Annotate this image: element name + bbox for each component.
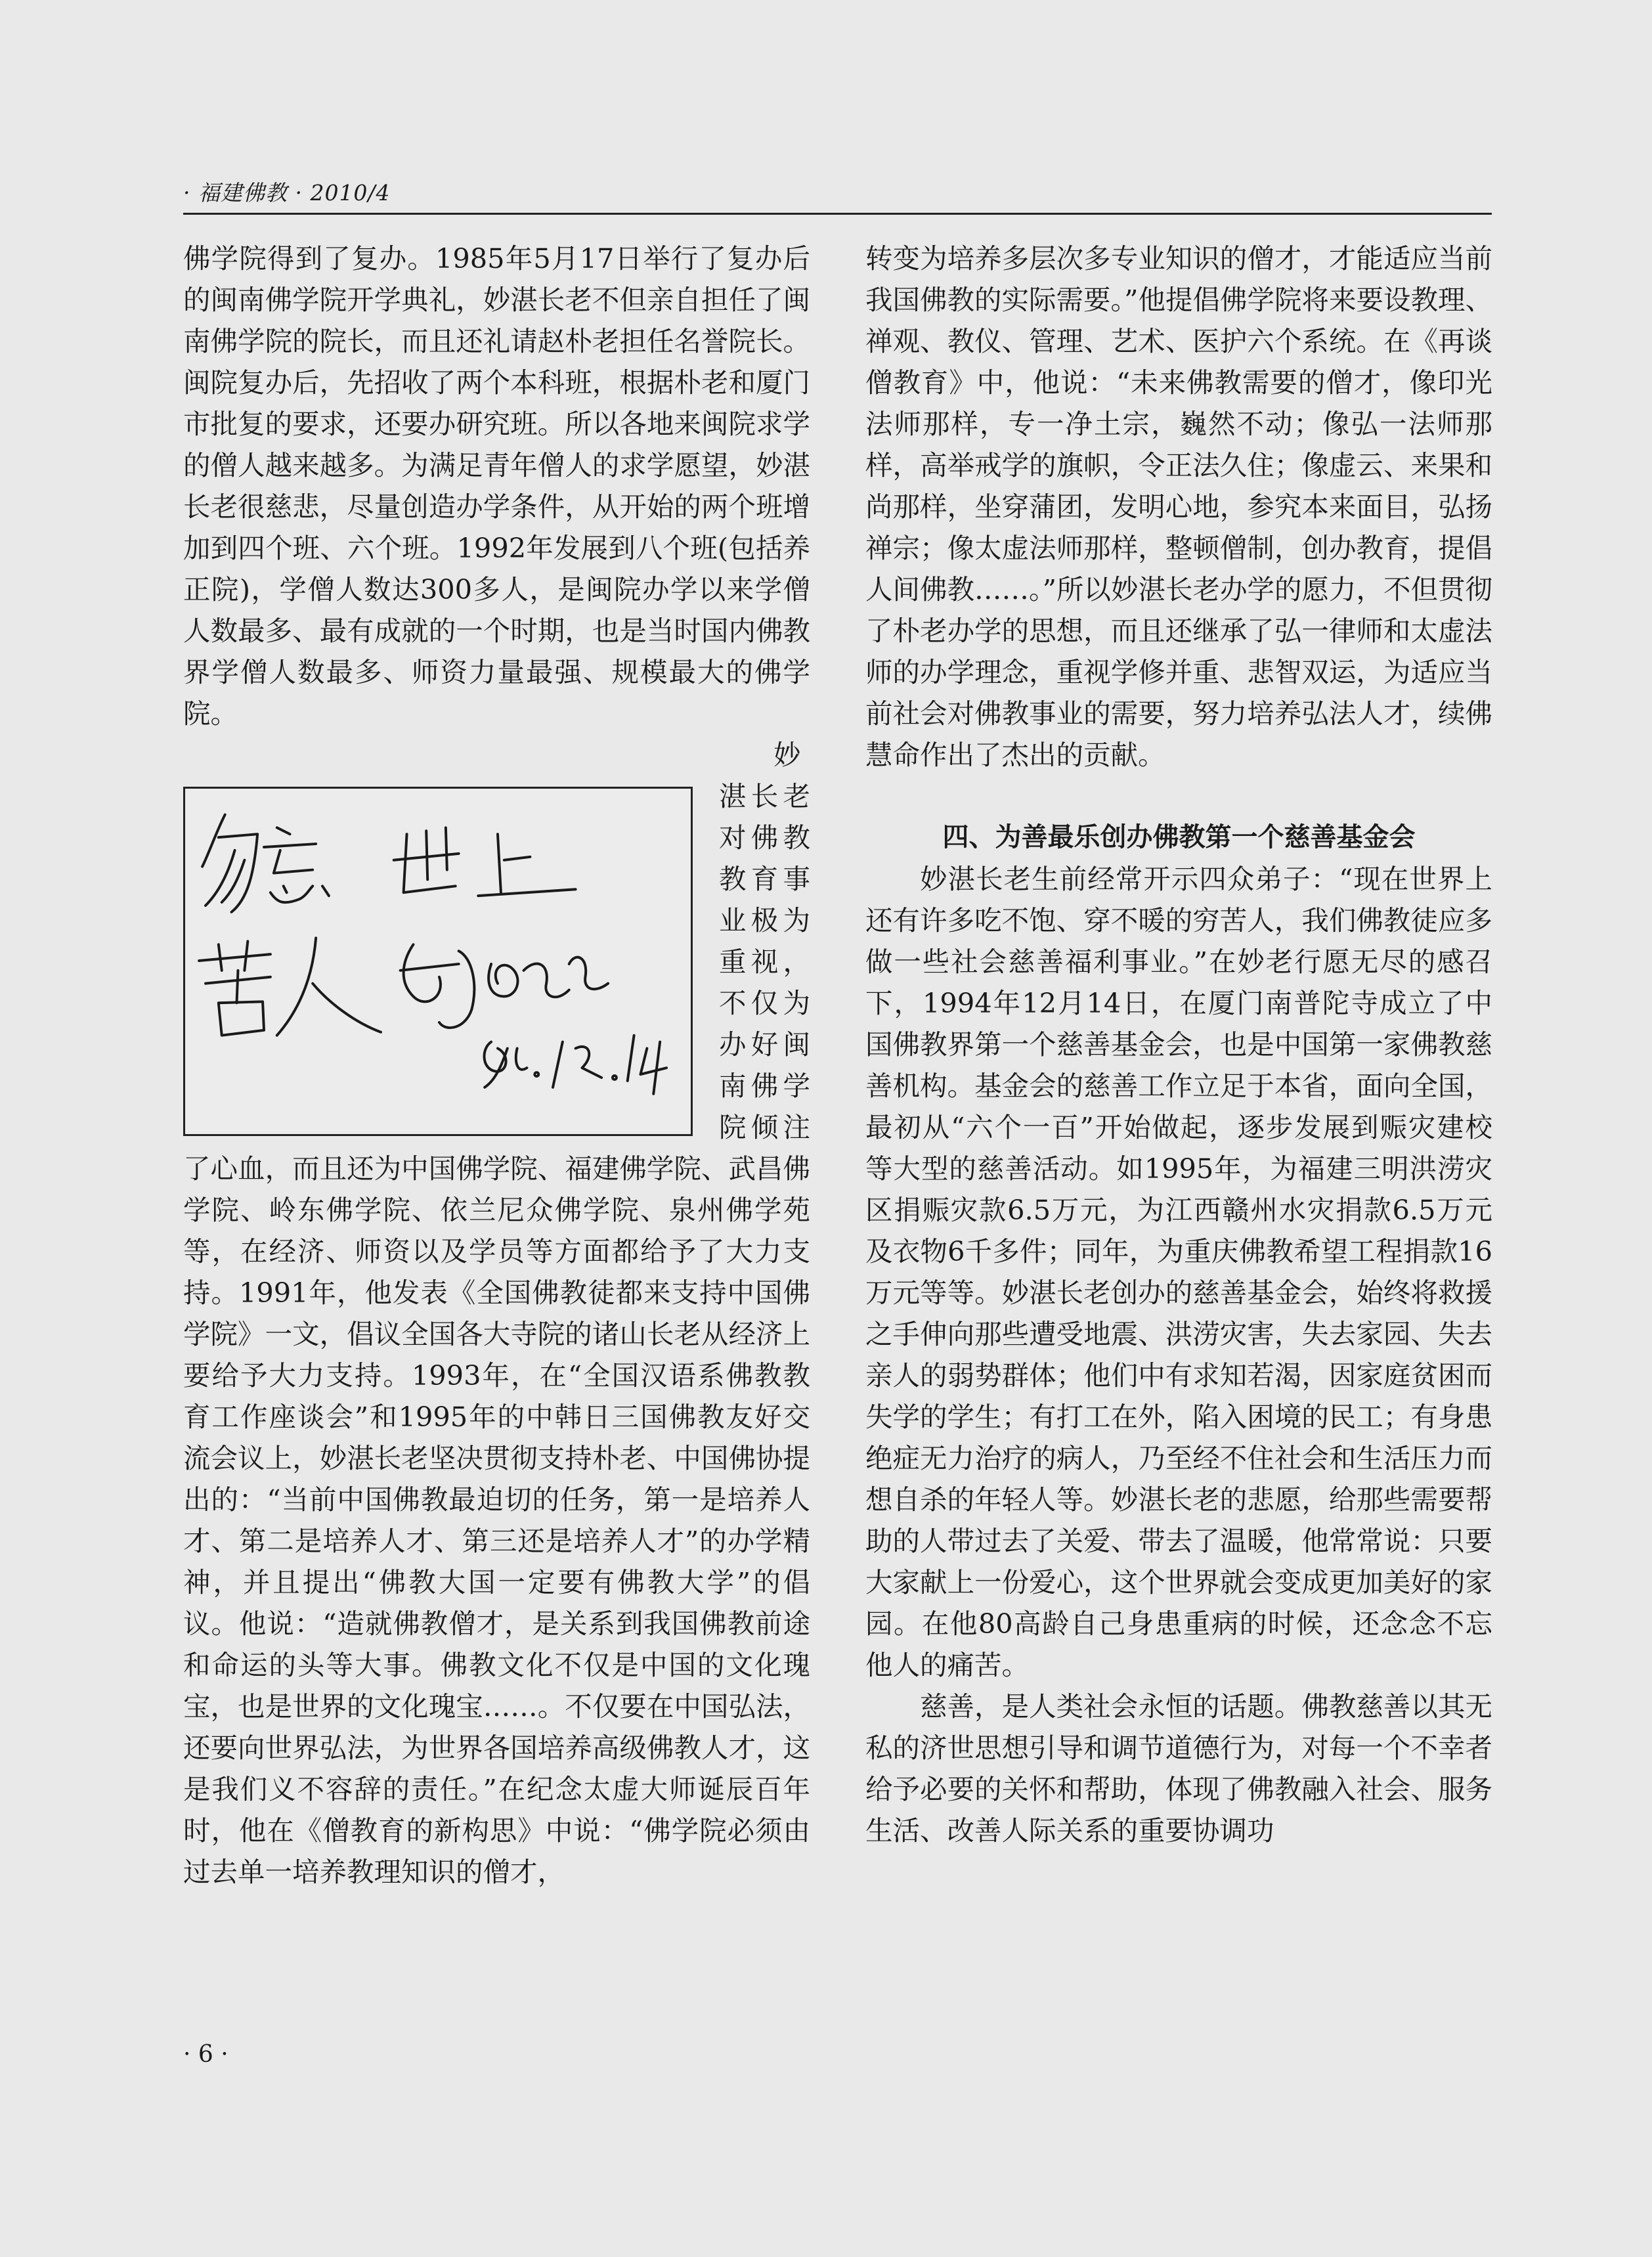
paragraph: 妙湛长老对佛教教育事业极为重视，不仅为办好闽南佛学院倾注了心血，而且还为中国佛学院、福建佛学院、武昌佛学院、岭东佛学院、依兰尼众佛学院、泉州佛学苑等，在经济、师资以及学员等方面都给予了大力支持。1991年，他发表《全国佛教徒都来支持中国佛学院》一文，倡议全国各大寺院的诸山长老从经济上要给予大力支持。1993年，在“全国汉语系佛教教育工作座谈会”和1995年的中韩日三国佛教友好交流会议上，妙湛长老坚决贯彻支持朴老、中国佛协提出的：“当前中国佛教最迫切的任务，第一是培养人才、第二是培养人才、第三还是培养人才”的办学精神，并且提出“佛教大国一定要有佛教大学”的倡议。他说：“造就佛教僧才，是关系到我国佛教前途和命运的头等大事。佛教文化不仅是中国的文化瑰宝，也是世界的文化瑰宝……。不仅要在中国弘法，还要向世界弘法，为世界各国培养高级佛教人才，这是我们义不容辞的责任。”在纪念太虚大师诞辰百年时，他在《僧教育的新构思》中说：“佛学院必须由过去单一培养教理知识的僧才，: [183, 739, 810, 1888]
paragraph: 慈善，是人类社会永恒的话题。佛教慈善以其无私的济世思想引导和调节道德行为，对每一个不幸者给予必要的关怀和帮助，体现了佛教融入社会、服务生活、改善人际关系的重要协调功: [865, 1690, 1492, 1847]
paragraph-with-figure: [183, 734, 810, 1893]
header-rule: [183, 213, 1492, 215]
paragraph: 佛学院得到了复办。1985年5月17日举行了复办后的闽南佛学院开学典礼，妙湛长老不但亲自担任了闽南佛学院的院长，而且还礼请赵朴老担任名誉院长。闽院复办后，先招收了两个本科班，根据朴老和厦门市批复的要求，还要办研究班。所以各地来闽院求学的僧人越来越多。为满足青年僧人的求学愿望，妙湛长老很慈悲，尽量创造办学条件，从开始的两个班增加到四个班、六个班。1992年发展到八个班(包括养正院)，学僧人数达300多人，是闽院办学以来学僧人数最多、最有成就的一个时期，也是当时国内佛教界学僧人数最多、师资力量最强、规模最大的佛学院。: [183, 242, 810, 730]
page-number: · 6 ·: [183, 2041, 228, 2068]
right-column: [865, 238, 1492, 1851]
calligraphy-signature-figure: [183, 787, 693, 1136]
section-heading: 四、为善最乐创办佛教第一个慈善基金会: [942, 822, 1416, 852]
paragraph: 转变为培养多层次多专业知识的僧才，才能适应当前我国佛教的实际需要。”他提倡佛学院将来要设教理、禅观、教仪、管理、艺术、医护六个系统。在《再谈僧教育》中，他说：“未来佛教需要的僧才，像印光法师那样，专一净土宗，巍然不动；像弘一法师那样，高举戒学的旗帜，令正法久住；像虚云、来果和尚那样，坐穿蒲团，发明心地，参究本来面目，弘扬禅宗；像太虚法师那样，整顿僧制，创办教育，提倡人间佛教……。”所以妙湛长老办学的愿力，不但贯彻了朴老办学的思想，而且还继承了弘一律师和太虚法师的办学理念，重视学修并重、悲智双运，为适应当前社会对佛教事业的需要，努力培养弘法人才，续佛慧命作出了杰出的贡献。: [865, 242, 1492, 771]
running-header: · 福建佛教 · 2010/4: [183, 180, 391, 206]
left-column: [183, 238, 810, 1893]
paragraph: 妙湛长老生前经常开示四众弟子：“现在世界上还有许多吃不饱、穿不暖的穷苦人，我们佛教徒应多做一些社会慈善福利事业。”在妙老行愿无尽的感召下，1994年12月14日，在厦门南普陀寺成立了中国佛教界第一个慈善基金会，也是中国第一家佛教慈善机构。基金会的慈善工作立足于本省，面向全国，最初从“六个一百”开始做起，逐步发展到赈灾建校等大型的慈善活动。如1995年，为福建三明洪涝灾区捐赈灾款6.5万元，为江西赣州水灾捐款6.5万元及衣物6千多件；同年，为重庆佛教希望工程捐款16万元等等。妙湛长老创办的慈善基金会，始终将救援之手伸向那些遭受地震、洪涝灾害，失去家园、失去亲人的弱势群体；他们中有求知若渴，因家庭贫困而失学的学生；有打工在外，陷入困境的民工；有身患绝症无力治疗的病人，乃至经不住社会和生活压力而想自杀的年轻人等。妙湛长老的悲愿，给那些需要帮助的人带过去了关爱、带去了温暖，他常常说：只要大家献上一份爱心，这个世界就会变成更加美好的家园。在他80高龄自己身患重病的时候，还念念不忘他人的痛苦。: [865, 863, 1492, 1681]
calligraphy-image: [185, 789, 691, 1134]
